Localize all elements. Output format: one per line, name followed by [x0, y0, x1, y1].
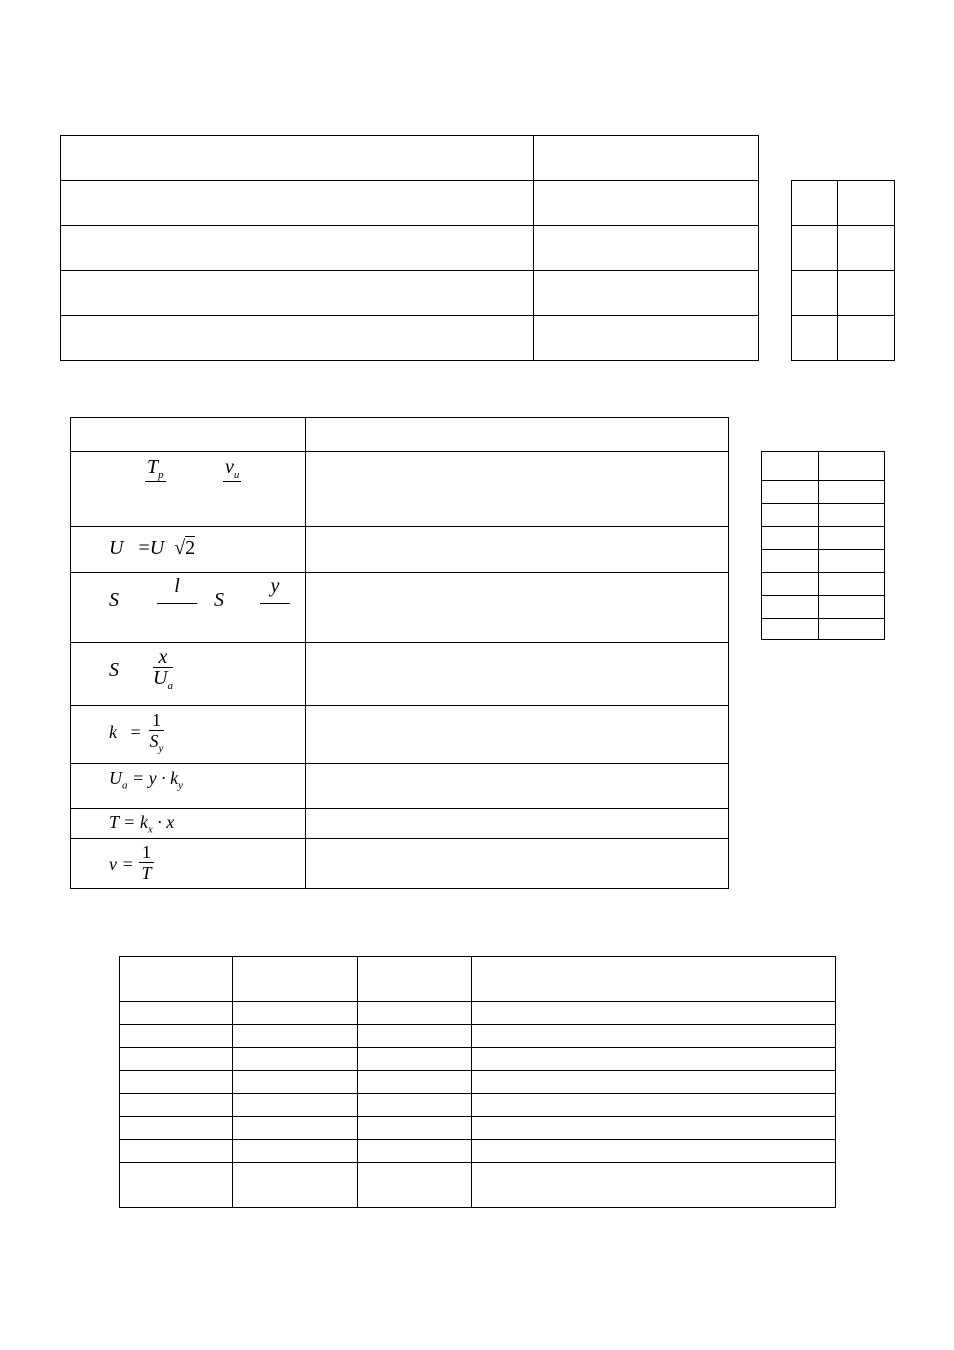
table-5-cell: [233, 1071, 358, 1094]
table-5-cell: [120, 957, 233, 1002]
formula-desc-cell: [306, 839, 729, 889]
formula-nu-eq: ν =: [109, 854, 134, 874]
table-5-cell: [358, 1025, 472, 1048]
table-4-cell: [819, 573, 885, 596]
formula-ua: $U_a = y \cdot k_y$: [109, 768, 184, 792]
table-5-cell: [358, 1163, 472, 1208]
table-5-cell: [472, 1094, 836, 1117]
formula-cell-t: [71, 809, 306, 839]
table-5-cell: [358, 1117, 472, 1140]
formula-header-cell: [71, 418, 306, 452]
table-5-cell: [472, 1071, 836, 1094]
table-5-cell: [120, 1071, 233, 1094]
table-5-cell: [472, 1048, 836, 1071]
formula-table: [70, 417, 729, 889]
table-4-cell: [819, 596, 885, 619]
table-5-cell: [233, 1002, 358, 1025]
table-5-cell: [120, 1048, 233, 1071]
table-5-cell: [472, 1025, 836, 1048]
table-2-cell: [792, 181, 838, 226]
table-5-cell: [472, 1002, 836, 1025]
table-5-cell: [472, 1140, 836, 1163]
table-4-cell: [819, 619, 885, 640]
formula-one-over-sy: $\frac{1}{S_y}$: [149, 710, 164, 755]
table-5-cell: [358, 957, 472, 1002]
table-2-cell: [838, 226, 895, 271]
table-5-cell: [120, 1163, 233, 1208]
table-1-cell: [61, 136, 534, 181]
table-1: [60, 135, 759, 361]
table-2-cell: [838, 316, 895, 361]
table-2: [791, 180, 895, 361]
table-1-cell: [61, 226, 534, 271]
formula-s2: S: [214, 589, 224, 611]
formula-header-cell: [306, 418, 729, 452]
formula-t: $T = k_x \cdot x$: [109, 812, 175, 836]
table-5-cell: [358, 1048, 472, 1071]
table-2-cell: [792, 316, 838, 361]
table-2-cell: [792, 226, 838, 271]
formula-nu: $\nu_u$: [225, 456, 240, 481]
formula-desc-cell: [306, 643, 729, 706]
table-4-cell: [762, 527, 819, 550]
formula-cell-amplitude: [71, 527, 306, 573]
table-5-cell: [233, 1117, 358, 1140]
formula-y: y: [260, 575, 290, 604]
table-2-cell: [838, 271, 895, 316]
table-5-cell: [233, 1048, 358, 1071]
formula-cell-nu: [71, 839, 306, 889]
table-4: [761, 451, 885, 640]
table-5-cell: [120, 1025, 233, 1048]
formula-x-over-ua: $\frac{x}{U_a}$: [153, 646, 173, 692]
formula-desc-cell: [306, 809, 729, 839]
table-5-cell: [358, 1094, 472, 1117]
table-5-cell: [233, 1140, 358, 1163]
table-4-cell: [819, 504, 885, 527]
table-1-cell: [534, 316, 759, 361]
table-5-cell: [472, 1163, 836, 1208]
table-5-cell: [233, 1094, 358, 1117]
table-5-cell: [358, 1071, 472, 1094]
formula-desc-cell: [306, 527, 729, 573]
table-5: [119, 956, 836, 1208]
table-4-cell: [819, 527, 885, 550]
table-2-cell: [792, 271, 838, 316]
formula-desc-cell: [306, 764, 729, 809]
table-4-cell: [762, 619, 819, 640]
formula-tp: $T_p$: [147, 456, 164, 481]
formula-k: k =: [109, 722, 141, 742]
table-2-cell: [838, 181, 895, 226]
formula-l: l: [157, 575, 197, 604]
table-5-cell: [472, 957, 836, 1002]
formula-s: S: [109, 659, 119, 681]
table-4-cell: [762, 573, 819, 596]
table-1-cell: [61, 181, 534, 226]
formula-amplitude: U =U √2: [109, 537, 196, 559]
formula-cell-ua: [71, 764, 306, 809]
table-1-cell: [61, 316, 534, 361]
formula-cell-sx: [71, 643, 306, 706]
table-4-cell: [819, 481, 885, 504]
table-5-cell: [120, 1140, 233, 1163]
formula-cell-ky: [71, 706, 306, 764]
formula-one-over-t: $\frac{1}{T}$: [139, 842, 154, 883]
table-5-cell: [120, 1094, 233, 1117]
formula-desc-cell: [306, 706, 729, 764]
table-5-cell: [120, 1117, 233, 1140]
table-1-cell: [534, 136, 759, 181]
formula-desc-cell: [306, 452, 729, 527]
formula-cell-sensitivity: [71, 573, 306, 643]
table-5-cell: [358, 1140, 472, 1163]
table-4-cell: [762, 550, 819, 573]
table-4-cell: [819, 452, 885, 481]
table-4-cell: [762, 596, 819, 619]
table-5-cell: [233, 1025, 358, 1048]
table-5-cell: [233, 1163, 358, 1208]
table-5-cell: [233, 957, 358, 1002]
table-5-cell: [358, 1002, 472, 1025]
table-4-cell: [762, 504, 819, 527]
table-4-cell: [819, 550, 885, 573]
table-5-cell: [120, 1002, 233, 1025]
table-1-cell: [534, 226, 759, 271]
table-1-cell: [534, 181, 759, 226]
formula-cell-period-frequency: [71, 452, 306, 527]
table-1-cell: [534, 271, 759, 316]
table-4-cell: [762, 481, 819, 504]
formula-s1: S: [109, 589, 119, 611]
table-4-cell: [762, 452, 819, 481]
formula-desc-cell: [306, 573, 729, 643]
table-1-cell: [61, 271, 534, 316]
table-5-cell: [472, 1117, 836, 1140]
